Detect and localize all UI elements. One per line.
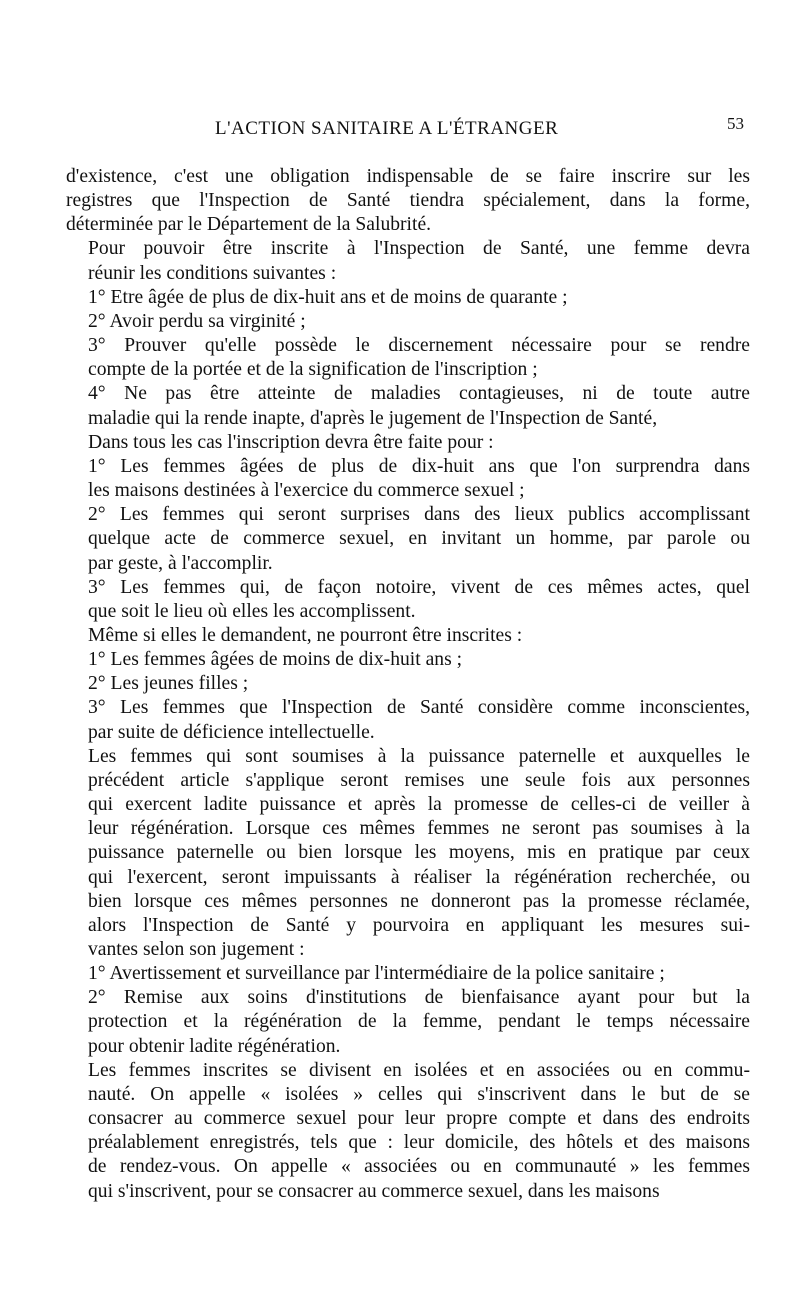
text-line: Même si elles le demandent, ne pourront être inscrites : bbox=[88, 624, 523, 646]
paragraph bbox=[66, 1059, 750, 1204]
text-line: consacrer au commerce sexuel pour leur propre compte et dans des endroits bbox=[88, 1108, 750, 1130]
paragraph bbox=[66, 503, 750, 575]
paragraph bbox=[66, 962, 750, 986]
text-line: précédent article s'applique seront remises une seule fois aux personnes bbox=[88, 769, 750, 791]
text-line: 2° Avoir perdu sa virginité ; bbox=[88, 310, 306, 332]
paragraph bbox=[66, 986, 750, 1058]
text-line: pour obtenir ladite régénération. bbox=[88, 1035, 341, 1057]
text-line: que soit le lieu où elles les accomplissent. bbox=[88, 600, 416, 622]
text-line: les maisons destinées à l'exercice du commerce sexuel ; bbox=[88, 480, 525, 502]
text-line: par suite de déficience intellectuelle. bbox=[88, 721, 375, 743]
paragraph bbox=[66, 382, 750, 430]
text-line: 2° Les femmes qui seront surprises dans des lieux publics accomplissant bbox=[88, 504, 750, 526]
text-line: de rendez-vous. On appelle « associées ou en communauté » les femmes bbox=[88, 1156, 750, 1178]
text-line: 3° Prouver qu'elle possède le discernement nécessaire pour se rendre bbox=[88, 335, 750, 357]
text-line: puissance paternelle ou bien lorsque les moyens, mis en pratique par ceux bbox=[88, 842, 750, 864]
text-line: maladie qui la rende inapte, d'après le jugement de l'Inspection de Santé, bbox=[88, 407, 658, 429]
paragraph bbox=[66, 455, 750, 503]
paragraph bbox=[66, 576, 750, 624]
text-line: d'existence, c'est une obligation indispensable de se faire inscrire sur les bbox=[66, 166, 750, 187]
text-line: par geste, à l'accomplir. bbox=[88, 552, 273, 574]
paragraph bbox=[66, 286, 750, 310]
paragraph bbox=[66, 672, 750, 696]
page-number: 53 bbox=[727, 114, 744, 133]
text-line: Les femmes inscrites se divisent en isolées et en associées ou en commu- bbox=[88, 1059, 750, 1081]
text-line: déterminée par le Département de la Salubrité. bbox=[66, 214, 432, 236]
text-line: 3° Les femmes que l'Inspection de Santé considère comme inconscientes, bbox=[88, 697, 750, 719]
text-line: protection et la régénération de la femme, pendant le temps nécessaire bbox=[88, 1011, 750, 1033]
running-head: L'ACTION SANITAIRE A L'ÉTRANGER bbox=[215, 118, 559, 139]
text-line: 1° Les femmes âgées de moins de dix-huit ans ; bbox=[88, 649, 463, 671]
text-line: réunir les conditions suivantes : bbox=[88, 262, 337, 284]
paragraph bbox=[66, 165, 750, 237]
text-line: quelque acte de commerce sexuel, en invitant un homme, par parole ou bbox=[88, 528, 750, 550]
paragraph bbox=[66, 310, 750, 334]
text-line: 1° Etre âgée de plus de dix-huit ans et de moins de quarante ; bbox=[88, 286, 568, 308]
body-text bbox=[66, 165, 750, 1204]
text-line: 4° Ne pas être atteinte de maladies contagieuses, ni de toute autre bbox=[88, 383, 750, 405]
text-line: préalablement enregistrés, tels que : leur domicile, des hôtels et des maisons bbox=[88, 1132, 750, 1154]
text-line: nauté. On appelle « isolées » celles qui s'inscrivent dans le but de se bbox=[88, 1083, 750, 1105]
text-line: qui l'exercent, seront impuissants à réaliser la régénération recherchée, ou bbox=[88, 866, 750, 888]
paragraph bbox=[66, 624, 750, 648]
text-line: 2° Les jeunes filles ; bbox=[88, 673, 249, 695]
text-line: leur régénération. Lorsque ces mêmes femmes ne seront pas soumises à la bbox=[88, 818, 750, 840]
text-line: 3° Les femmes qui, de façon notoire, vivent de ces mêmes actes, quel bbox=[88, 576, 750, 598]
text-line: Les femmes qui sont soumises à la puissance paternelle et auxquelles le bbox=[88, 745, 750, 767]
text-line: alors l'Inspection de Santé y pourvoira en appliquant les mesures sui- bbox=[88, 914, 750, 936]
text-line: qui exercent ladite puissance et après la promesse de celles-ci de veiller à bbox=[88, 794, 750, 816]
paragraph bbox=[66, 334, 750, 382]
paragraph bbox=[66, 696, 750, 744]
text-line: Dans tous les cas l'inscription devra être faite pour : bbox=[88, 431, 494, 453]
text-line: qui s'inscrivent, pour se consacrer au commerce sexuel, dans les maisons bbox=[88, 1180, 660, 1202]
text-line: compte de la portée et de la signification de l'inscription ; bbox=[88, 359, 538, 381]
text-line: Pour pouvoir être inscrite à l'Inspection de Santé, une femme devra bbox=[88, 238, 750, 260]
text-line: bien lorsque ces mêmes personnes ne donneront pas la promesse réclamée, bbox=[88, 890, 750, 912]
text-line: 1° Les femmes âgées de plus de dix-huit ans que l'on surprendra dans bbox=[88, 455, 750, 477]
paragraph bbox=[66, 745, 750, 962]
paragraph bbox=[66, 431, 750, 455]
paragraph bbox=[66, 237, 750, 285]
paragraph bbox=[66, 648, 750, 672]
page-header bbox=[0, 114, 800, 146]
text-line: 2° Remise aux soins d'institutions de bienfaisance ayant pour but la bbox=[88, 987, 750, 1009]
text-line: registres que l'Inspection de Santé tiendra spécialement, dans la forme, bbox=[66, 190, 750, 212]
text-line: 1° Avertissement et surveillance par l'intermédiaire de la police sanitaire ; bbox=[88, 963, 665, 985]
text-line: vantes selon son jugement : bbox=[88, 939, 305, 960]
